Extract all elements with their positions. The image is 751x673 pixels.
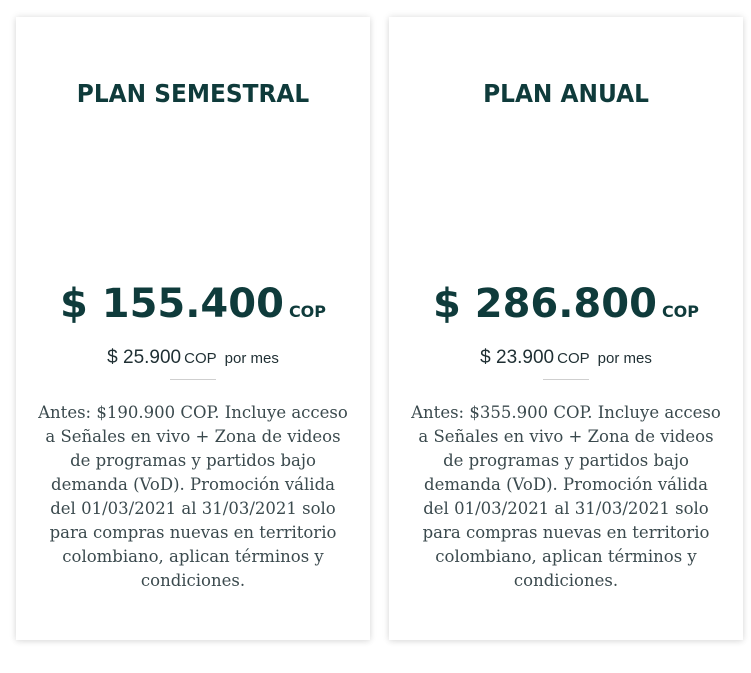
plan-card-anual[interactable] [389, 17, 743, 640]
plan-price-currency: COP [661, 302, 700, 321]
monthly-amount: $ 25.900 [107, 347, 182, 368]
plan-price-amount: $ 286.800 [432, 281, 657, 327]
monthly-currency: COP [184, 350, 217, 367]
plan-monthly-price [16, 347, 370, 369]
plan-price [16, 281, 370, 333]
monthly-period: por mes [224, 350, 279, 367]
plan-description: Antes: $190.900 COP. Incluye acceso a Señales en vivo + Zona de videos de programas y partidos bajo demanda (VoD). Promoción válida del 01/03/2021 al 31/03/2021 solo para compras nuevas en territorio colombiano, aplican términos y condiciones. [38, 403, 348, 590]
plan-price-amount: $ 155.400 [59, 281, 284, 327]
monthly-period: por mes [597, 350, 652, 367]
plan-title: PLAN ANUAL [483, 79, 649, 108]
plan-description: Antes: $355.900 COP. Incluye acceso a Señales en vivo + Zona de videos de programas y partidos bajo demanda (VoD). Promoción válida del 01/03/2021 al 31/03/2021 solo para compras nuevas en territorio colombiano, aplican términos y condiciones. [411, 403, 721, 590]
monthly-amount: $ 23.900 [480, 347, 555, 368]
plan-price [389, 281, 743, 333]
plan-card-semestral[interactable] [16, 17, 370, 640]
plan-price-currency: COP [288, 302, 327, 321]
monthly-currency: COP [557, 350, 590, 367]
divider [543, 379, 589, 380]
divider [170, 379, 216, 380]
plan-title: PLAN SEMESTRAL [76, 79, 310, 108]
plan-monthly-price [389, 347, 743, 369]
